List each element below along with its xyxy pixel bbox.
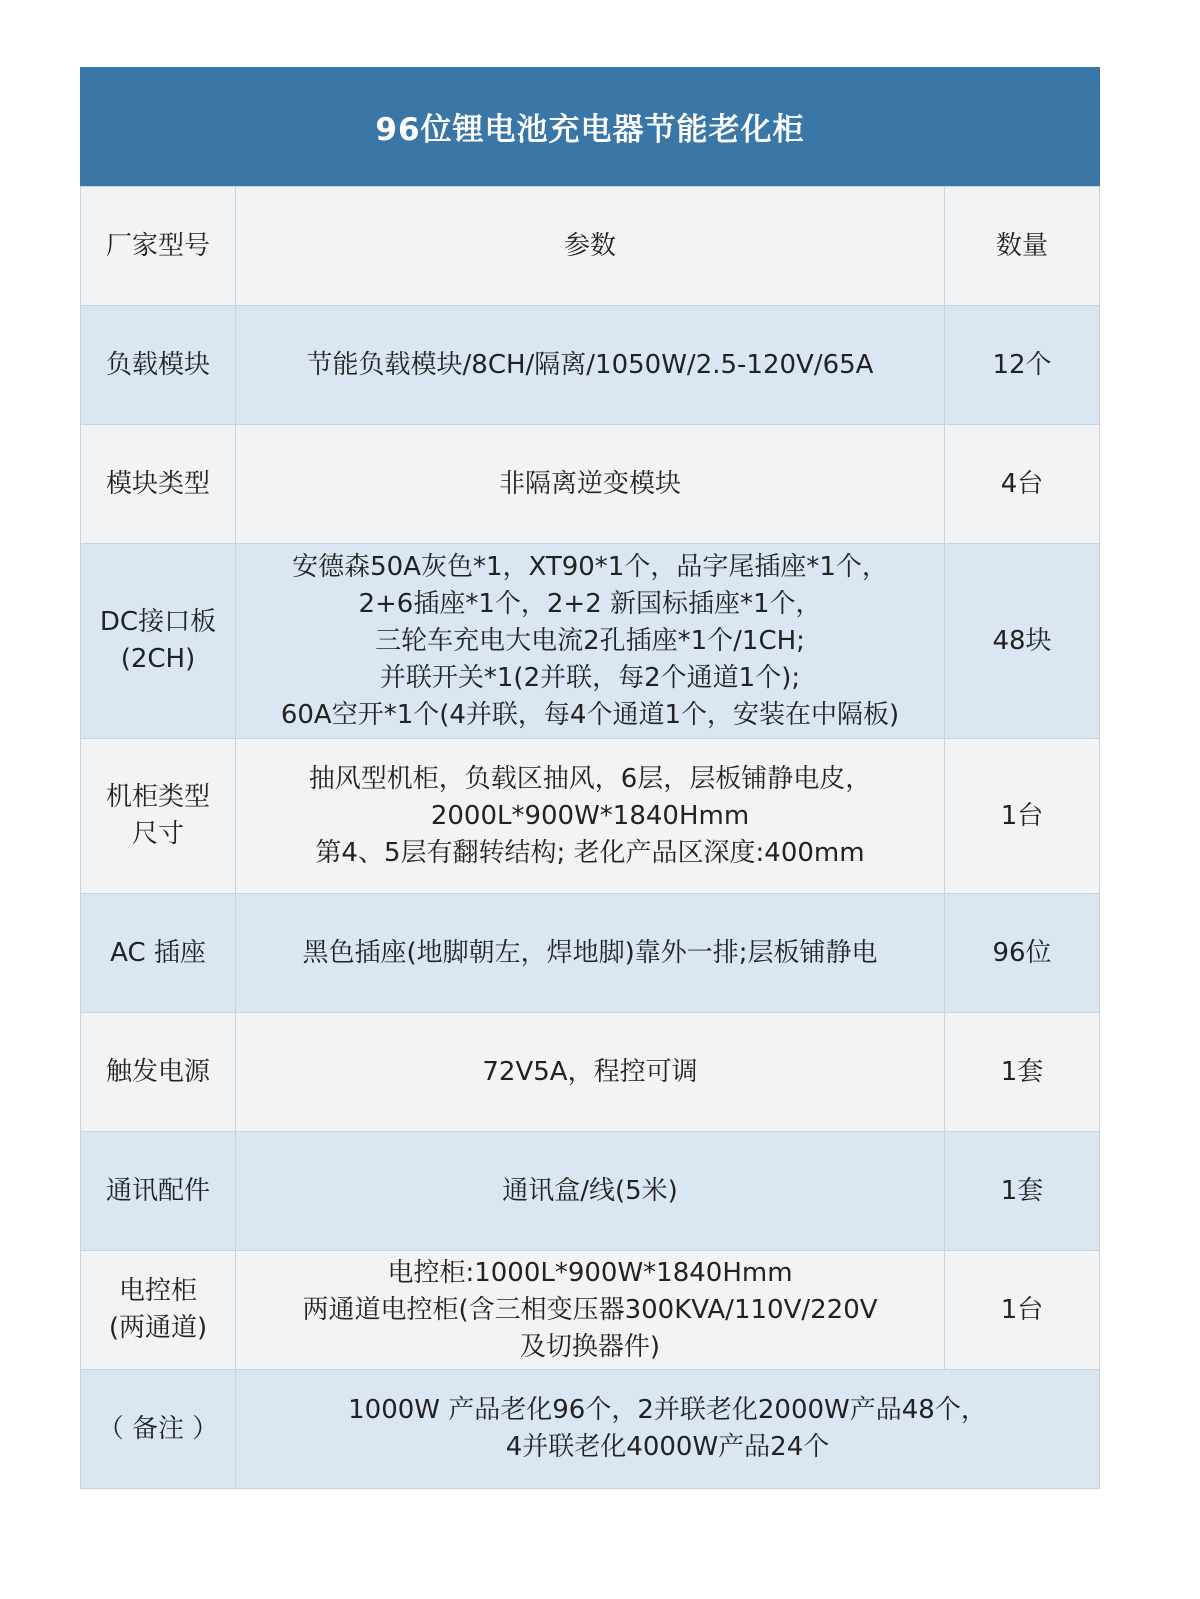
table-title: 96位锂电池充电器节能老化柜 [80, 67, 1100, 186]
row-params: 节能负载模块/8CH/隔离/1050W/2.5-120V/65A [236, 306, 945, 425]
row-params: 电控柜:1000L*900W*1840Hmm 两通道电控柜(含三相变压器300KVA/110V/220V 及切换器件) [236, 1251, 945, 1370]
row-quantity: 1台 [945, 739, 1100, 894]
table-row [81, 306, 1100, 425]
row-name: 模块类型 [81, 425, 236, 544]
spec-grid [80, 186, 1100, 1489]
table-row [81, 894, 1100, 1013]
row-name: 机柜类型 尺寸 [81, 739, 236, 894]
table-row [81, 1251, 1100, 1370]
row-name: 通讯配件 [81, 1132, 236, 1251]
table-row [81, 1013, 1100, 1132]
row-quantity: 48块 [945, 544, 1100, 739]
table-row [81, 739, 1100, 894]
header-model: 厂家型号 [81, 187, 236, 306]
row-quantity: 1台 [945, 1251, 1100, 1370]
table-row [81, 1132, 1100, 1251]
row-params: 黑色插座(地脚朝左，焊地脚)靠外一排;层板铺静电 [236, 894, 945, 1013]
row-params: 通讯盒/线(5米) [236, 1132, 945, 1251]
row-quantity: 96位 [945, 894, 1100, 1013]
row-params: 非隔离逆变模块 [236, 425, 945, 544]
row-name: AC 插座 [81, 894, 236, 1013]
row-name: DC接口板 (2CH) [81, 544, 236, 739]
row-params: 72V5A，程控可调 [236, 1013, 945, 1132]
table-row [81, 544, 1100, 739]
row-params: 安德森50A灰色*1，XT90*1个，品字尾插座*1个， 2+6插座*1个，2+2 新国标插座*1个， 三轮车充电大电流2孔插座*1个/1CH; 并联开关*1(2并联，每2个通道1个); 60A空开*1个(4并联，每4个通道1个，安装在中隔板) [236, 544, 945, 739]
header-params: 参数 [236, 187, 945, 306]
row-quantity: 4台 [945, 425, 1100, 544]
row-quantity: 12个 [945, 306, 1100, 425]
note-row [81, 1370, 1100, 1489]
row-quantity: 1套 [945, 1132, 1100, 1251]
row-name: 触发电源 [81, 1013, 236, 1132]
header-quantity: 数量 [945, 187, 1100, 306]
spec-table [80, 67, 1100, 1489]
row-params: 抽风型机柜，负载区抽风，6层，层板铺静电皮， 2000L*900W*1840Hmm 第4、5层有翻转结构; 老化产品区深度:400mm [236, 739, 945, 894]
row-quantity: 1套 [945, 1013, 1100, 1132]
row-name: 电控柜 (两通道) [81, 1251, 236, 1370]
row-name: 负载模块 [81, 306, 236, 425]
note-text: 1000W 产品老化96个，2并联老化2000W产品48个， 4并联老化4000W产品24个 [236, 1370, 1100, 1489]
note-label: （ 备注 ） [81, 1370, 236, 1489]
header-row [81, 187, 1100, 306]
table-row [81, 425, 1100, 544]
